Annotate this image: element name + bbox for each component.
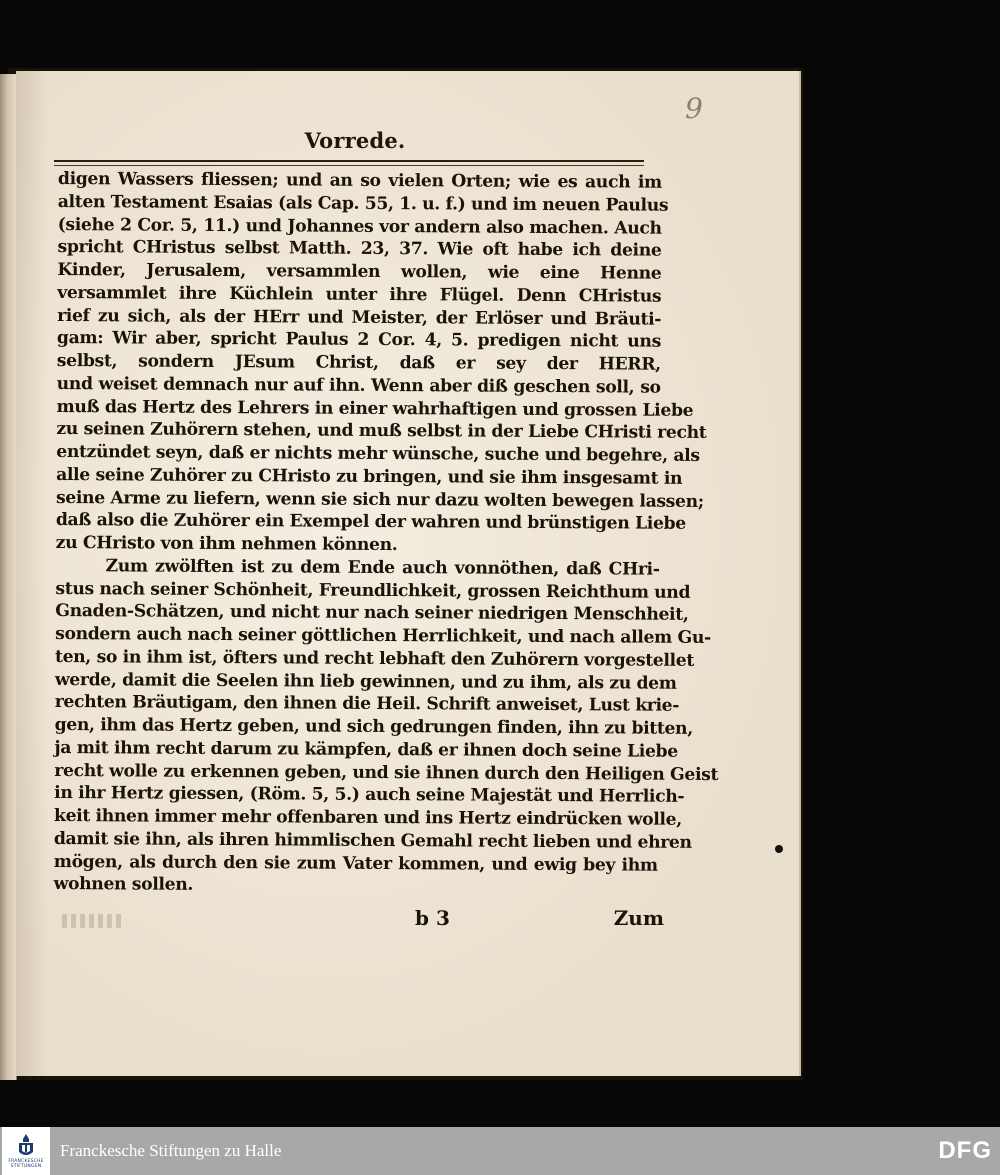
text-line: mögen, als durch den sie zum Vater kommen, und ewig bey ihm [53, 851, 658, 876]
text-line: zu CHristo von ihm nehmen können. [55, 532, 398, 556]
dfg-logo[interactable]: DFG [938, 1137, 992, 1164]
body-text [53, 168, 719, 900]
header-rule [54, 160, 644, 162]
text-line: in ihr Hertz giessen, (Röm. 5, 5.) auch seine Majestät und Herrlich- [54, 783, 685, 808]
text-line: sondern auch nach seiner göttlichen Herrlichkeit, und nach allem Gu- [55, 623, 711, 648]
logo-caption-top: FRANCKESCHE [8, 1159, 44, 1164]
folio-number: 9 [685, 92, 703, 125]
text-line: und weiset demnach nur auf ihn. Wenn aber diß geschen soll, so [56, 373, 661, 398]
logo-caption-bottom: STIFTUNGEN [10, 1164, 42, 1169]
text-line: Zum zwölften ist zu dem Ende auch vonnöthen, daß CHri- [105, 556, 660, 580]
francke-emblem-icon [15, 1133, 37, 1159]
text-line: keit ihnen immer mehr offenbaren und ins Hertz eindrücken wolle, [53, 805, 682, 830]
catchline [60, 906, 664, 936]
header-rule-thin [54, 165, 644, 166]
text-line: Kinder, Jerusalem, versammlen wollen, wie eine Henne [57, 259, 662, 284]
catchword: Zum [613, 906, 664, 930]
text-line: zu seinen Zuhörern stehen, und muß selbst in der Liebe CHristi recht [56, 419, 707, 444]
text-line: werde, damit die Seelen ihn lieb gewinnen, und zu ihm, als zu dem [54, 669, 677, 694]
text-line: ten, so in ihm ist, öfters und recht lebhaft den Zuhörern vorgestellet [54, 646, 695, 671]
text-line: rechten Bräutigam, den ihnen die Heil. Schrift anweiset, Lust krie- [54, 692, 680, 717]
text-line: stus nach seiner Schönheit, Freundlichkeit, grossen Reichthum und [55, 578, 691, 603]
footer-bar [0, 1127, 1000, 1175]
left-page-edge [0, 74, 17, 1080]
text-line: wohnen sollen. [53, 874, 194, 896]
text-line: selbst, sondern JEsum Christ, daß er sey der HERR, [56, 350, 661, 375]
text-line: seine Arme zu liefern, wenn sie sich nur dazu wolten bewegen lassen; [55, 487, 704, 512]
running-head: Vorrede. [304, 128, 406, 153]
institution-name[interactable]: Franckesche Stiftungen zu Halle [60, 1141, 282, 1160]
text-line: ja mit ihm recht darum zu kämpfen, daß er ihnen doch seine Liebe [54, 737, 678, 762]
margin-dot [775, 845, 783, 853]
text-line: recht wolle zu erkennen geben, und sie ihnen durch den Heiligen Geist [54, 760, 719, 785]
text-line: gen, ihm das Hertz geben, und sich gedrungen finden, ihn zu bitten, [54, 714, 693, 739]
text-line: versammlet ihre Küchlein unter ihre Flügel. Denn CHristus [57, 282, 662, 307]
text-line: alten Testament Esaias (als Cap. 55, 1. u. f.) und im neuen Paulus [57, 191, 669, 216]
text-line: gam: Wir aber, spricht Paulus 2 Cor. 4, 5. predigen nicht uns [56, 328, 662, 352]
text-line: entzündet seyn, daß er nichts mehr wünsche, suche und begehre, als [56, 441, 700, 466]
text-line: (siehe 2 Cor. 5, 11.) und Johannes vor andern also machen. Auch [57, 214, 662, 239]
text-line: damit sie ihn, als ihren himmlischen Gemahl recht lieben und ehren [53, 828, 692, 853]
text-line: rief zu sich, als der HErr und Meister, der Erlöser und Bräuti- [57, 305, 662, 330]
text-line: alle seine Zuhörer zu CHristo zu bringen, und sie ihm insgesamt in [56, 464, 683, 489]
text-line: daß also die Zuhörer ein Exempel der wahren und brünstigen Liebe [55, 510, 686, 535]
text-line: muß das Hertz des Lehrers in einer wahrhaftigen und grossen Liebe [56, 396, 694, 421]
signature-mark: b 3 [415, 906, 450, 930]
institution-logo[interactable] [2, 1127, 50, 1175]
text-line: Gnaden-Schätzen, und nicht nur nach seiner niedrigen Menschheit, [55, 601, 689, 626]
text-line: spricht CHristus selbst Matth. 23, 37. Wie oft habe ich deine [57, 237, 662, 261]
text-line: digen Wassers fliessen; und an so vielen Orten; wie es auch im [57, 168, 662, 193]
